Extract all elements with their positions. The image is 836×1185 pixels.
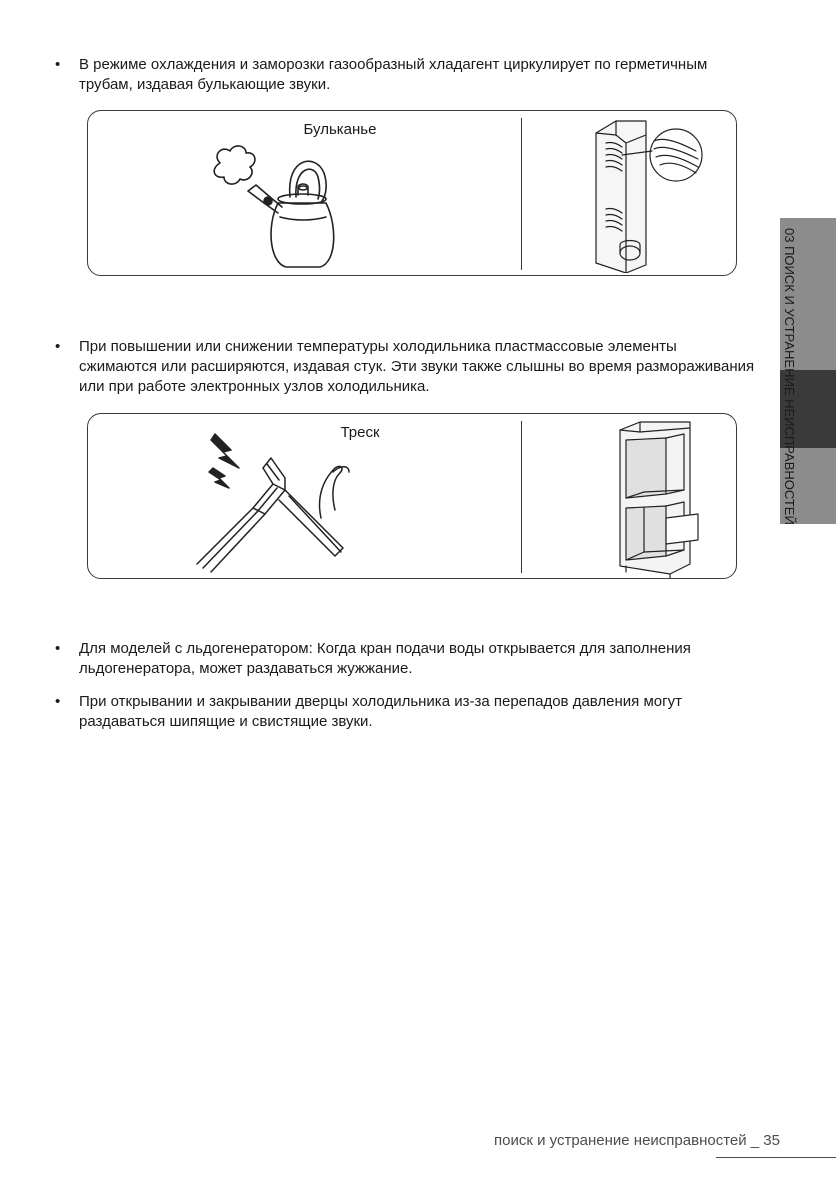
- bullet-point: •: [55, 693, 61, 710]
- paragraph-refrigerant-bubbling: [55, 55, 755, 95]
- paragraph-door-hiss: [55, 692, 755, 732]
- figure-bubbling: [87, 110, 737, 276]
- kettle-illustration: [198, 141, 348, 271]
- paragraph-icemaker-buzz: [55, 639, 755, 679]
- fridge-open-illustration: [600, 418, 710, 578]
- chapter-side-label: 03 ПОИСК И УСТРАНЕНИЕ НЕИСПРАВНОСТЕЙ: [782, 228, 797, 525]
- bullet-point: •: [55, 338, 61, 355]
- figure-divider: [521, 421, 522, 573]
- figure-caption: Треск: [340, 424, 380, 441]
- paragraph-text: В режиме охлаждения и заморозки газообразный хладагент циркулирует по герметичным трубам, издавая булькающие звуки.: [79, 56, 708, 93]
- footer-rule: [716, 1157, 836, 1158]
- figure-divider: [521, 118, 522, 270]
- figure-caption: Бульканье: [303, 121, 377, 138]
- paragraph-text: При повышении или снижении температуры холодильника пластмассовые элементы сжимаются или расширяются, издавая стук. Эти звуки также слышны во время размораживания или при работе электронных узлов холодильника.: [79, 338, 755, 395]
- branch-crack-illustration: [193, 428, 393, 578]
- paragraph-plastic-cracking: [55, 337, 755, 397]
- bullet-point: •: [55, 640, 61, 657]
- bullet-point: •: [55, 56, 61, 73]
- paragraph-text: Для моделей с льдогенератором: Когда кран подачи воды открывается для заполнения льдогенератора, может раздаваться жужжание.: [79, 640, 691, 677]
- page-footer: поиск и устранение неисправностей _ 35: [494, 1132, 780, 1149]
- fridge-rear-coils-illustration: [566, 113, 726, 273]
- paragraph-text: При открывании и закрывании дверцы холодильника из-за перепадов давления могут раздаваться шипящие и свистящие звуки.: [79, 693, 682, 730]
- figure-cracking: [87, 413, 737, 579]
